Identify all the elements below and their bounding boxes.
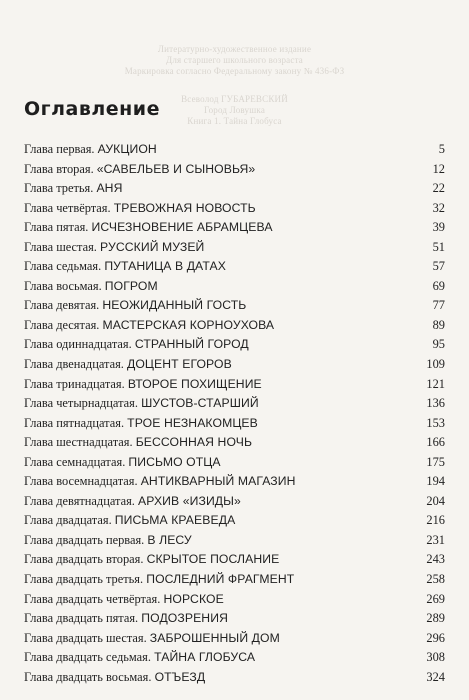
page-number: 136 (426, 396, 445, 411)
chapter-number: Глава девятнадцатая. (24, 493, 135, 508)
toc-entry (24, 377, 445, 397)
chapter-number: Глава двадцать третья. (24, 572, 144, 587)
chapter-title: СТРАННЫЙ ГОРОД (134, 337, 249, 352)
bleed-line: Маркировка согласно Федеральному закону № 436-ФЗ (124, 66, 345, 76)
chapter-title: ОТЪЕЗД (154, 669, 206, 684)
page-number: 95 (432, 337, 445, 352)
chapter-number: Глава девятая. (24, 298, 100, 313)
toc-entry (24, 552, 445, 572)
toc-entry (24, 298, 445, 318)
toc-entry (24, 318, 445, 338)
chapter-title: МАСТЕРСКАЯ КОРНОУХОВА (102, 317, 275, 332)
page-number: 69 (432, 278, 445, 293)
toc-entry (24, 670, 445, 690)
chapter-number: Глава четвёртая. (24, 200, 111, 215)
toc-entry (24, 650, 445, 670)
page-number: 308 (426, 650, 445, 665)
page-number: 153 (426, 415, 445, 430)
page-number: 89 (432, 317, 445, 332)
chapter-number: Глава восемнадцатая. (24, 474, 138, 489)
chapter-number: Глава одиннадцатая. (24, 337, 132, 352)
toc-entry (24, 357, 445, 377)
chapter-number: Глава шестая. (24, 239, 97, 254)
chapter-number: Глава пятнадцатая. (24, 415, 125, 430)
chapter-number: Глава двадцатая. (24, 513, 112, 528)
chapter-number: Глава восьмая. (24, 278, 102, 293)
chapter-number: Глава семнадцатая. (24, 454, 126, 469)
chapter-number: Глава двадцать вторая. (24, 552, 144, 567)
page-number: 57 (432, 259, 445, 274)
toc-entry (24, 611, 445, 631)
chapter-title: АНТИКВАРНЫЙ МАГАЗИН (140, 474, 296, 489)
chapter-title: ВТОРОЕ ПОХИЩЕНИЕ (127, 376, 262, 391)
chapter-number: Глава двадцать шестая. (24, 630, 147, 645)
chapter-number: Глава вторая. (24, 161, 94, 176)
chapter-number: Глава седьмая. (24, 259, 102, 274)
page-number: 5 (438, 142, 445, 156)
page-title: Оглавление (24, 98, 160, 120)
chapter-title: В ЛЕСУ (147, 532, 192, 547)
toc-entry (24, 181, 445, 201)
chapter-number: Глава двенадцатая. (24, 357, 124, 372)
chapter-number: Глава двадцать седьмая. (24, 650, 151, 665)
chapter-title: ПУТАНИЦА В ДАТАХ (104, 259, 226, 274)
chapter-title: ПИСЬМА КРАЕВЕДА (114, 513, 236, 528)
page-number: 269 (426, 591, 445, 606)
page-number: 77 (432, 298, 445, 313)
chapter-number: Глава двадцать пятая. (24, 611, 139, 626)
chapter-title: НОРСКОЕ (163, 591, 224, 606)
chapter-title: ЗАБРОШЕННЫЙ ДОМ (149, 630, 280, 645)
page-number: 216 (426, 513, 445, 528)
toc-entry (24, 631, 445, 651)
toc-entry (24, 592, 445, 612)
toc-entry (24, 279, 445, 299)
bleed-line: Литературно-художественное издание (157, 44, 312, 54)
chapter-title: СКРЫТОЕ ПОСЛАНИЕ (146, 552, 280, 567)
page-number: 12 (432, 161, 445, 176)
toc-entry (24, 240, 445, 260)
chapter-title: ПИСЬМО ОТЦА (128, 454, 221, 469)
chapter-title: ПОСЛЕДНИЙ ФРАГМЕНТ (146, 572, 295, 587)
chapter-title: НЕОЖИДАННЫЙ ГОСТЬ (102, 298, 247, 313)
toc-entry (24, 220, 445, 240)
page-number: 109 (426, 357, 445, 372)
bleed-through-text (0, 44, 469, 77)
toc-entry (24, 435, 445, 455)
page-number: 39 (432, 220, 445, 235)
toc-entry (24, 494, 445, 514)
page-number: 175 (426, 454, 445, 469)
toc-entry (24, 455, 445, 475)
page-number: 32 (432, 200, 445, 215)
chapter-title: ТРОЕ НЕЗНАКОМЦЕВ (127, 415, 258, 430)
chapter-title: ТРЕВОЖНАЯ НОВОСТЬ (113, 200, 256, 215)
page-number: 258 (426, 572, 445, 587)
toc-entry (24, 416, 445, 436)
chapter-title: «САВЕЛЬЕВ И СЫНОВЬЯ» (96, 161, 256, 176)
chapter-title: ПОДОЗРЕНИЯ (141, 611, 228, 626)
page-number: 51 (432, 239, 445, 254)
page-number: 121 (426, 376, 445, 391)
chapter-number: Глава шестнадцатая. (24, 435, 133, 450)
toc-entry (24, 474, 445, 494)
page-number: 194 (426, 474, 445, 489)
toc-entry (24, 513, 445, 533)
chapter-number: Глава пятая. (24, 220, 89, 235)
chapter-title: АНЯ (96, 181, 123, 196)
table-of-contents (24, 142, 445, 689)
chapter-number: Глава тринадцатая. (24, 376, 125, 391)
chapter-title: РУССКИЙ МУЗЕЙ (100, 239, 205, 254)
toc-entry (24, 533, 445, 553)
toc-entry (24, 162, 445, 182)
chapter-title: ДОЦЕНТ ЕГОРОВ (127, 357, 232, 372)
chapter-title: ШУСТОВ-СТАРШИЙ (141, 396, 259, 411)
chapter-title: ИСЧЕЗНОВЕНИЕ АБРАМЦЕВА (91, 220, 273, 235)
toc-entry (24, 337, 445, 357)
page-number: 289 (426, 611, 445, 626)
bleed-line: Для старшего школьного возраста (165, 55, 304, 65)
page-number: 231 (426, 532, 445, 547)
chapter-title: АУКЦИОН (97, 142, 157, 156)
page-number: 324 (426, 669, 445, 684)
page-number: 166 (426, 435, 445, 450)
page-number: 204 (426, 493, 445, 508)
bleed-line: Город Ловушка (203, 105, 266, 115)
page-number: 243 (426, 552, 445, 567)
chapter-title: БЕССОННАЯ НОЧЬ (135, 435, 253, 450)
toc-entry (24, 259, 445, 279)
toc-entry (24, 396, 445, 416)
chapter-number: Глава двадцать первая. (24, 532, 145, 547)
chapter-number: Глава первая. (24, 142, 95, 156)
chapter-number: Глава десятая. (24, 317, 100, 332)
chapter-number: Глава третья. (24, 181, 94, 196)
toc-entry (24, 201, 445, 221)
chapter-title: ТАЙНА ГЛОБУСА (154, 650, 256, 665)
chapter-title: ПОГРОМ (104, 278, 158, 293)
page-number: 22 (432, 181, 445, 196)
toc-entry (24, 142, 445, 162)
chapter-title: АРХИВ «ИЗИДЫ» (138, 493, 241, 508)
bleed-line: Всеволод ГУБАРЕВСКИЙ (181, 94, 288, 104)
chapter-number: Глава двадцать восьмая. (24, 669, 152, 684)
chapter-number: Глава четырнадцатая. (24, 396, 138, 411)
bleed-line: Книга 1. Тайна Глобуса (187, 116, 282, 126)
page-number: 296 (426, 630, 445, 645)
chapter-number: Глава двадцать четвёртая. (24, 591, 161, 606)
toc-entry (24, 572, 445, 592)
